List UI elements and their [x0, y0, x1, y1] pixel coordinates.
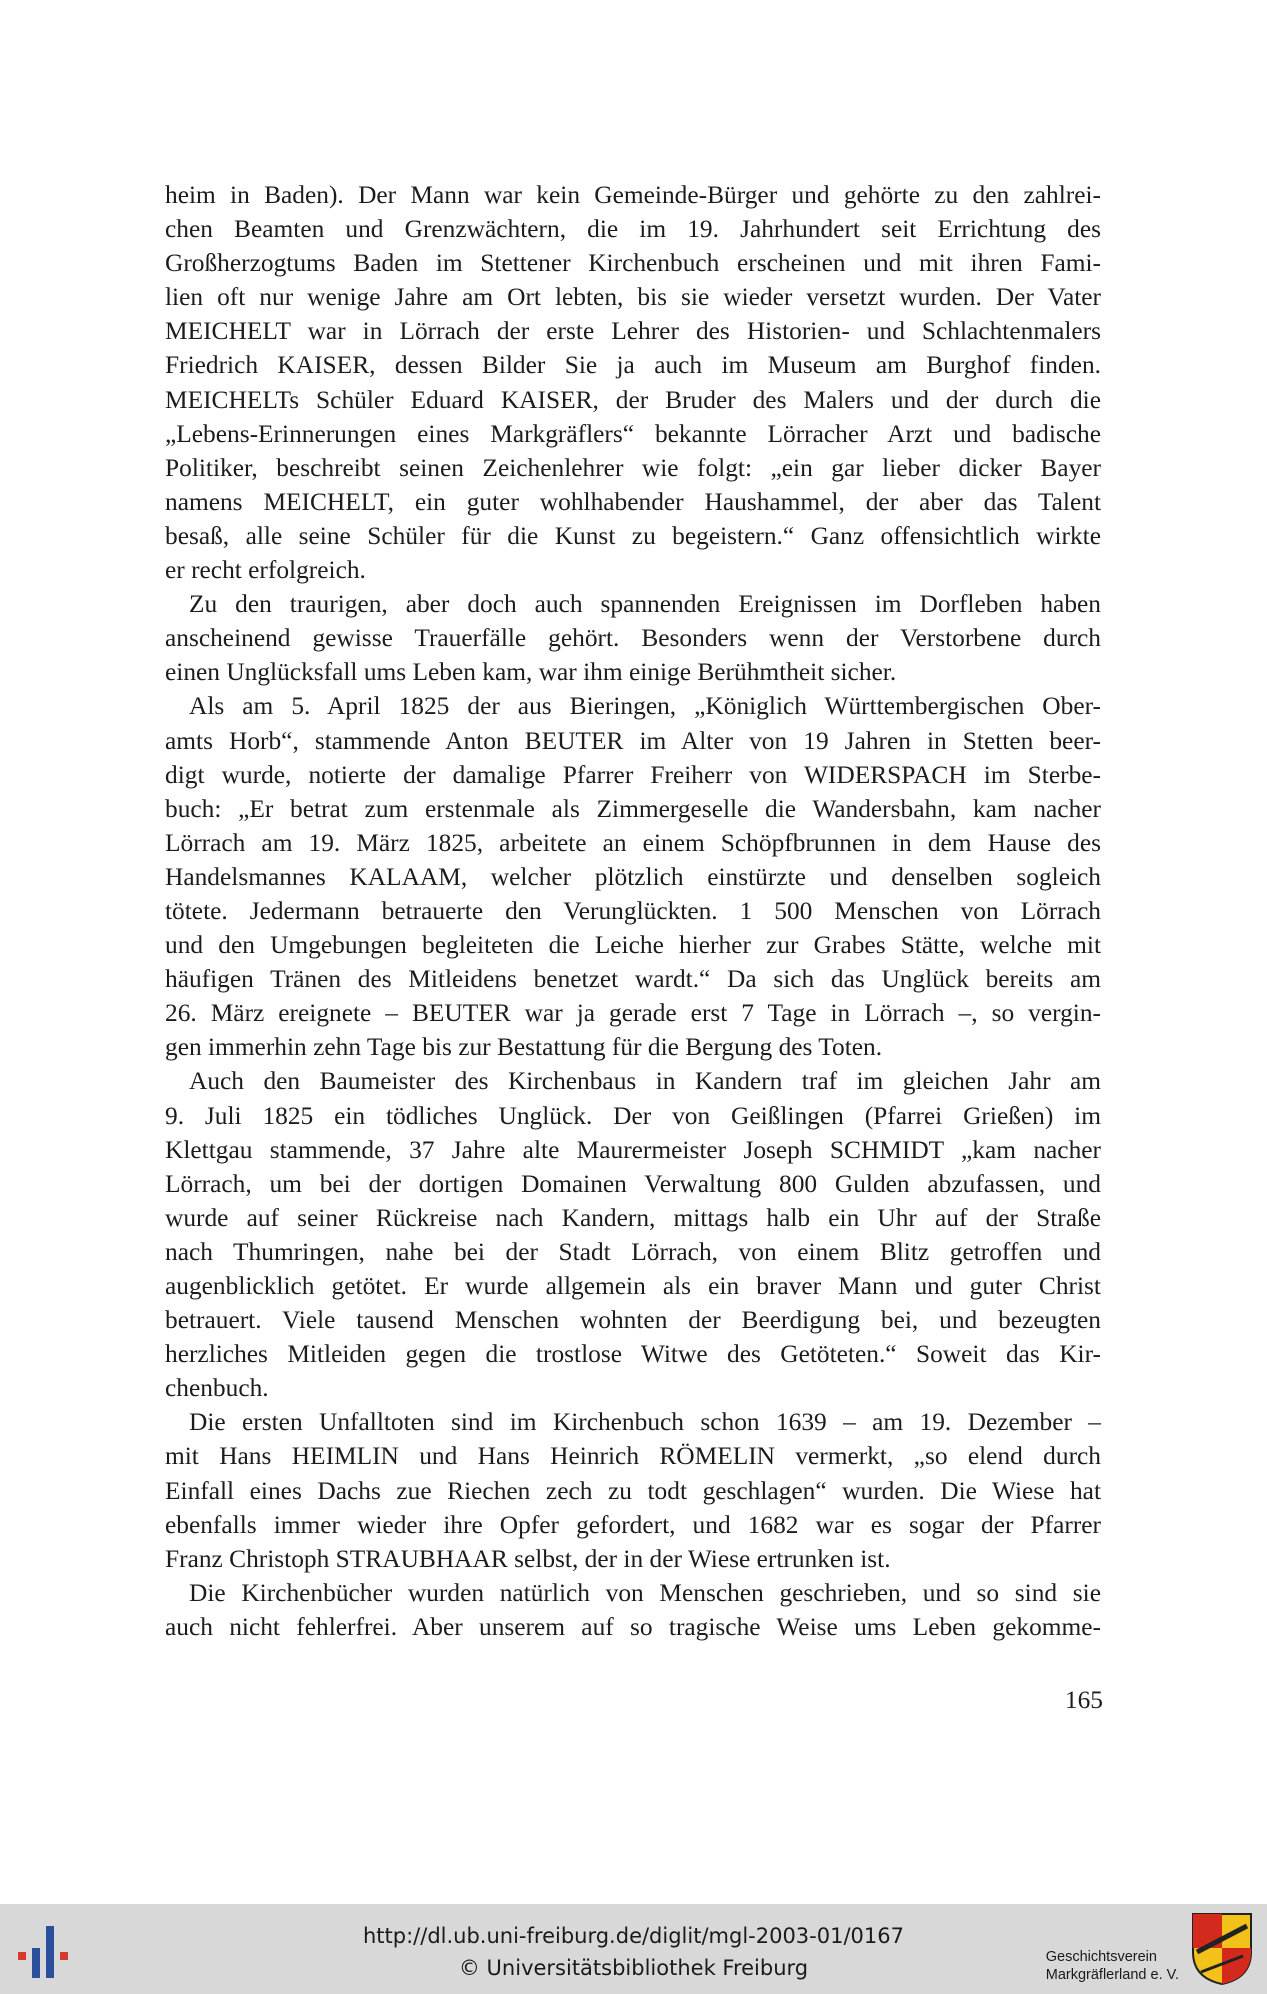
body-text — [165, 178, 1101, 1644]
society-line-1: Geschichtsverein — [1045, 1949, 1157, 1965]
text-line: Franz Christoph STRAUBHAAR selbst, der in der Wiese ertrunken ist. — [165, 1544, 891, 1573]
text-line: Politiker, beschreibt seinen Zeichenlehrer wie folgt: „ein gar lieber dicker Bayer — [165, 453, 1101, 482]
text-line: Auch den Baumeister des Kirchenbaus in Kandern traf im gleichen Jahr am — [189, 1067, 1101, 1096]
text-line: Einfall eines Dachs zue Riechen zech zu todt geschlagen“ wurden. Die Wiese hat — [165, 1476, 1101, 1505]
text-line: herzliches Mitleiden gegen die trostlose Witwe des Getöteten.“ Soweit das Kir- — [165, 1340, 1101, 1369]
text-line: Die ersten Unfalltoten sind im Kirchenbuch schon 1639 – am 19. Dezember – — [189, 1408, 1101, 1437]
text-line: nach Thumringen, nahe bei der Stadt Lörrach, von einem Blitz getroffen und — [165, 1237, 1101, 1266]
text-line: chenbuch. — [165, 1374, 269, 1403]
text-line: augenblicklich getötet. Er wurde allgemein als ein braver Mann und guter Christ — [165, 1272, 1101, 1300]
text-line: 26. März ereignete – BEUTER war ja gerade erst 7 Tage in Lörrach –, so vergin- — [165, 999, 1101, 1028]
text-line: Lörrach, um bei der dortigen Domainen Verwaltung 800 Gulden abzufassen, und — [165, 1169, 1101, 1198]
text-line: Handelsmannes KALAAM, welcher plötzlich einstürzte und denselben sogleich — [165, 862, 1101, 891]
text-line: „Lebens-Erinnerungen eines Markgräflers“ bekannte Lörracher Arzt und badische — [165, 419, 1101, 448]
text-line: Großherzogtums Baden im Stettener Kirchenbuch erscheinen und mit ihren Fami- — [165, 249, 1101, 278]
text-line: er recht erfolgreich. — [165, 556, 366, 585]
text-line: 9. Juli 1825 ein tödliches Unglück. Der von Geißlingen (Pfarrei Grießen) im — [165, 1101, 1101, 1130]
footer-url-link[interactable]: http://dl.ub.uni-freiburg.de/diglit/mgl-2003-01/0167 — [362, 1924, 904, 1948]
text-line: betrauert. Viele tausend Menschen wohnten der Beerdigung bei, und bezeugten — [165, 1306, 1101, 1335]
text-line: wurde auf seiner Rückreise nach Kandern, mittags halb ein Uhr auf der Straße — [165, 1203, 1101, 1232]
text-line: Die Kirchenbücher wurden natürlich von Menschen geschrieben, und so sind sie — [189, 1578, 1101, 1607]
text-line: chen Beamten und Grenzwächtern, die im 19. Jahrhundert seit Errichtung des — [165, 215, 1101, 244]
text-line: besaß, alle seine Schüler für die Kunst zu begeistern.“ Ganz offensichtlich wirkte — [165, 521, 1101, 550]
text-line: einen Unglücksfall ums Leben kam, war ihm einige Berühmtheit sicher. — [165, 658, 897, 687]
text-line: namens MEICHELT, ein guter wohlhabender Haushammel, der aber das Talent — [165, 487, 1101, 516]
text-line: heim in Baden). Der Mann war kein Gemeinde-Bürger und gehörte zu den zahlrei- — [165, 181, 1101, 209]
text-line: ebenfalls immer wieder ihre Opfer gefordert, und 1682 war es sogar der Pfarrer — [165, 1510, 1101, 1539]
society-line-2: Markgräflerland e. V. — [1045, 1967, 1179, 1983]
text-line: digt wurde, notierte der damalige Pfarrer Freiherr von WIDERSPACH im Sterbe- — [165, 760, 1101, 789]
text-line: anscheinend gewisse Trauerfälle gehört. Besonders wenn der Verstorbene durch — [165, 624, 1101, 653]
text-line: Klettgau stammende, 37 Jahre alte Maurermeister Joseph SCHMIDT „kam nacher — [165, 1135, 1101, 1164]
text-line: amts Horb“, stammende Anton BEUTER im Alter von 19 Jahren in Stetten beer- — [165, 726, 1101, 755]
coat-of-arms-icon — [1191, 1912, 1253, 1986]
text-line: häufigen Tränen des Mitleidens benetzet wardt.“ Da sich das Unglück bereits am — [165, 965, 1101, 994]
text-line: Als am 5. April 1825 der aus Bieringen, „Königlich Württembergischen Ober- — [189, 692, 1101, 721]
text-line: Lörrach am 19. März 1825, arbeitete an einem Schöpfbrunnen in dem Hause des — [165, 828, 1101, 857]
text-line: lien oft nur wenige Jahre am Ort lebten, bis sie wieder versetzt wurden. Der Vater — [165, 283, 1101, 312]
text-line: gen immerhin zehn Tage bis zur Bestattung für die Bergung des Toten. — [165, 1033, 883, 1062]
text-line: Zu den traurigen, aber doch auch spannenden Ereignissen im Dorfleben haben — [189, 590, 1101, 619]
footer-copyright: © Universitätsbibliothek Freiburg — [458, 1956, 809, 1980]
text-line: mit Hans HEIMLIN und Hans Heinrich RÖMELIN vermerkt, „so elend durch — [165, 1442, 1101, 1471]
society-name — [1046, 1948, 1179, 1984]
text-line: Friedrich KAISER, dessen Bilder Sie ja auch im Museum am Burghof finden. — [165, 351, 1101, 380]
page-number: 165 — [1064, 1686, 1103, 1714]
text-line: tötete. Jedermann betrauerte den Verunglückten. 1 500 Menschen von Lörrach — [165, 896, 1101, 925]
footer-bar — [0, 1904, 1267, 1994]
text-line: buch: „Er betrat zum erstenmale als Zimmergeselle die Wandersbahn, kam nacher — [165, 794, 1101, 823]
text-line: MEICHELT war in Lörrach der erste Lehrer des Historien- und Schlachtenmalers — [165, 317, 1101, 346]
text-line: MEICHELTs Schüler Eduard KAISER, der Bruder des Malers und der durch die — [165, 385, 1101, 414]
text-line: und den Umgebungen begleiteten die Leiche hierher zur Grabes Stätte, welche mit — [165, 931, 1101, 960]
text-line: auch nicht fehlerfrei. Aber unserem auf so tragische Weise ums Leben gekomme- — [165, 1612, 1101, 1641]
